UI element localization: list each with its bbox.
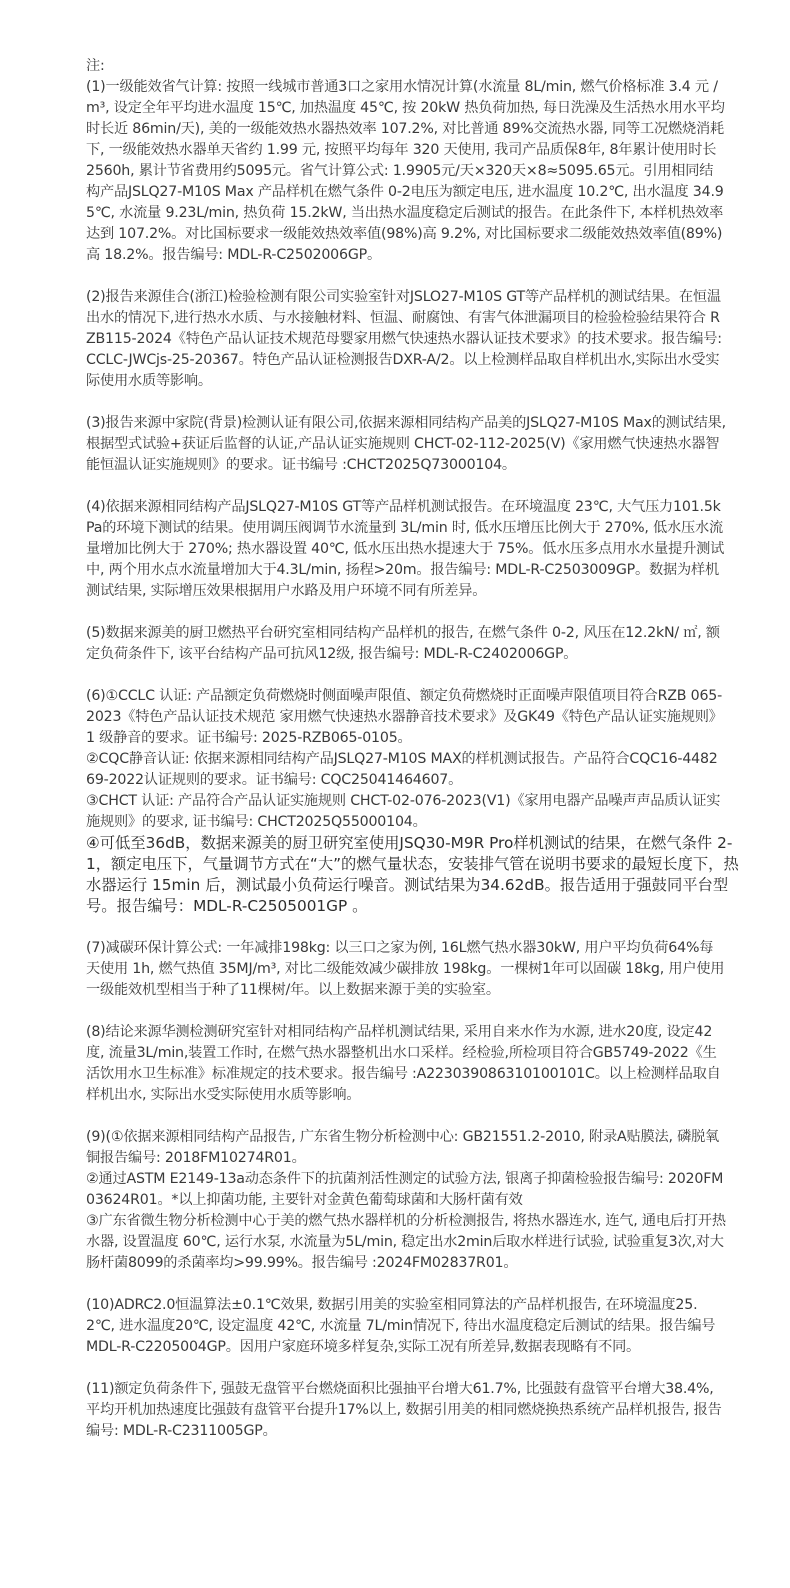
- note-6c-chct-cert: ③CHCT 认证: 产品符合产品认证实施规则 CHCT-02-076-2023(V1)《家用电器产品噪声声品质认证实施规则》的要求, 证书编号: CHCT2025Q55000104。: [86, 793, 721, 830]
- spacer: [86, 917, 726, 938]
- spacer: [86, 665, 726, 686]
- note-5-wind-resistance: (5)数据来源美的厨卫燃热平台研究室相同结构产品样机的报告, 在燃气条件 0-2, 风压在12.2kN/ ㎡, 额定负荷条件下, 该平台结构产品可抗风12级, 报告编号: MDL-R-C2402006GP。: [86, 625, 720, 662]
- note-6a-cclc-silent: (6)①CCLC 认证: 产品额定负荷燃烧时侧面噪声限值、额定负荷燃烧时正面噪声限值项目符合RZB 065-2023《特色产品认证技术规范 家用燃气快速热水器静音技术要求》及GK49《特色产品认证实施规则》1 级静音的要求。证书编号: 2025-RZB065-0105。: [86, 688, 723, 746]
- spacer: [86, 266, 726, 287]
- notes-heading: 注:: [86, 58, 105, 74]
- note-8-drinking-water: (8)结论来源华测检测研究室针对相同结构产品样机测试结果, 采用自来水作为水源, 进水20度, 设定42度, 流量3L/min,装置工作时, 在燃气热水器整机出水口采样。经检验,所检项目符合GB5749-2022《生活饮用水卫生标准》标准规定的技术要求。报告编号 :A223039086310100101C。以上检测样品取自样机出水, 实际出水受实际使用水质等影响。: [86, 1024, 721, 1103]
- note-9c-sterilization: ③广东省微生物分析检测中心于美的燃气热水器样机的分析检测报告, 将热水器连水, 连气, 通电后打开热水器, 设置温度 60℃, 运行水泵, 水流量为5L/min, 稳定出水2min后取水样进行试验, 试验重复3次,对大肠杆菌8099的杀菌率均>99.99%。报告编号 :2024FM02837R01。: [86, 1213, 726, 1271]
- note-9b-silver-ion: ②通过ASTM E2149-13a动态条件下的抗菌剂活性测定的试验方法, 银离子抑菌检验报告编号: 2020FM03624R01。*以上抑菌功能, 主要针对金黄色葡萄球菌和大肠杆菌有效: [86, 1171, 724, 1208]
- note-10-adrc-thermostat: (10)ADRC2.0恒温算法±0.1℃效果, 数据引用美的实验室相同算法的产品样机报告, 在环境温度25.2℃, 进水温度20℃, 设定温度 42℃, 水流量 7L/min情况下, 待出水温度稳定后测试的结果。报告编号 MDL-R-C2205004GP。因用户家庭环境多样复杂,实际工况有所差异,数据表现略有不同。: [86, 1297, 716, 1355]
- note-2-water-quality: (2)报告来源佳合(浙江)检验检测有限公司实验室针对JSLO27-M10S GT等产品样机的测试结果。在恒温出水的情况下,进行热水水质、与水接触材料、恒温、耐腐蚀、有害气体泄漏项目的检验检验结果符合 RZB115-2024《特色产品认证技术规范母婴家用燃气快速热水器认证技术要求》的技术要求。报告编号:CCLC-JWCjs-25-20367。特色产品认证检测报告DXR-A/2。以上检测样品取自样机出水,实际出水受实际使用水质等影响。: [86, 289, 722, 389]
- note-1-energy-saving: (1)一级能效省气计算: 按照一线城市普通3口之家用水情况计算(水流量 8L/min, 燃气价格标准 3.4 元 /m³, 设定全年平均进水温度 15℃, 加热温度 45℃, 按 20kW 热负荷加热, 每日洗澡及生活热水用水平均时长近 86min/天), 美的一级能效热水器热效率 107.2%, 对比普通 89%交流热水器, 同等工况燃烧消耗下, 一级能效热水器单天省约 1.99 元, 按照平均每年 320 天使用, 我司产品质保8年, 8年累计使用时长 2560h, 累计节省费用约5095元。省气计算公式: 1.9905元/天×320天×8≈5095.65元。引用相同结构产品JSLQ27-M10S Max 产品样机在燃气条件 0-2电压为额定电压, 进水温度 10.2℃, 出水温度 34.95℃, 水流量 9.23L/min, 热负荷 15.2kW, 当出热水温度稳定后测试的报告。在此条件下, 本样机热效率达到 107.2%。对比国标要求一级能效热效率值(98%)高 9.2%, 对比国标要求二级能效热效率值(89%)高 18.2%。报告编号: MDL-R-C2502006GP。: [86, 79, 725, 263]
- spacer: [86, 1358, 726, 1379]
- note-4-pressure-boost: (4)依据来源相同结构产品JSLQ27-M10S GT等产品样机测试报告。在环境温度 23℃, 大气压力101.5kPa的环境下测试的结果。使用调压阀调节水流量到 3L/min 时, 低水压增压比例大于 270%, 低水压水流量增加比例大于 270%; 热水器设置 40℃, 低水压出热水提速大于 75%。低水压多点用水水量提升测试中, 两个用水点水流量增加大于4.3L/min, 扬程>20m。报告编号: MDL-R-C2503009GP。数据为样机测试结果, 实际增压效果根据用户水路及用户环境不同有所差异。: [86, 499, 725, 599]
- spacer: [86, 392, 726, 413]
- note-9a-antibacterial: (9)(①依据来源相同结构产品报告, 广东省生物分析检测中心: GB21551.2-2010, 附录A贴膜法, 磷脱氧铜报告编号: 2018FM10274R01。: [86, 1129, 720, 1166]
- note-7-carbon-reduction: (7)减碳环保计算公式: 一年减排198kg: 以三口之家为例, 16L燃气热水器30kW, 用户平均负荷64%每天使用 1h, 燃气热值 35MJ/m³, 对比二级能效减少碳排放 198kg。一棵树1年可以固碳 18kg, 用户使用一级能效机型相当于种了11棵树/年。以上数据来源于美的实验室。: [86, 940, 725, 998]
- footnotes-document: [86, 56, 739, 1442]
- note-6d-noise-test: ④可低至36dB，数据来源美的厨卫研究室使用JSQ30-M9R Pro样机测试的结果，在燃气条件 2-1，额定电压下，气量调节方式在“大”的燃气量状态，安装排气管在说明书要求的最短长度下，热水器运行 15min 后，测试最小负荷运行噪音。测试结果为34.62dB。报告适用于强鼓同平台型号。报告编号：MDL-R-C2505001GP 。: [86, 834, 739, 915]
- note-6b-cqc-silent: ②CQC静音认证: 依据来源相同结构产品JSLQ27-M10S MAX的样机测试报告。产品符合CQC16-448269-2022认证规则的要求。证书编号: CQC25041464607。: [86, 751, 718, 788]
- note-3-thermostat-cert: (3)报告来源中家院(背景)检测认证有限公司,依据来源相同结构产品美的JSLQ27-M10S Max的测试结果,根据型式试验+获证后监督的认证,产品认证实施规则 CHCT-02-112-2025(V)《家用燃气快速热水器智能恒温认证实施规则》的要求。证书编号 :CHCT2025Q73000104。: [86, 415, 726, 473]
- spacer: [86, 1001, 726, 1022]
- spacer: [86, 1106, 726, 1127]
- note-11-combustion-area: (11)额定负荷条件下, 强鼓无盘管平台燃烧面积比强抽平台增大61.7%, 比强鼓有盘管平台增大38.4%, 平均开机加热速度比强鼓有盘管平台提升17%以上, 数据引用美的相同燃烧换热系统产品样机报告, 报告编号: MDL-R-C2311005GP。: [86, 1381, 722, 1439]
- spacer: [86, 602, 726, 623]
- spacer: [86, 1274, 726, 1295]
- spacer: [86, 476, 726, 497]
